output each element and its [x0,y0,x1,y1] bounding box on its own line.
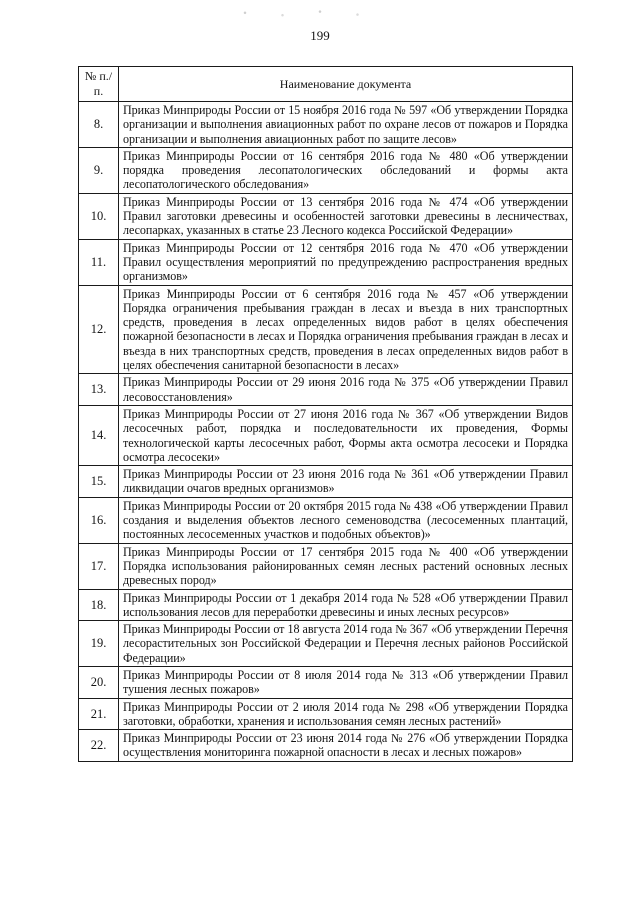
page-number: 199 [310,28,330,43]
row-number: 18. [79,589,119,621]
table-row [79,193,573,239]
document-name: Приказ Минприроды России от 29 июня 2016 года № 375 «Об утверждении Правил лесовосстановления» [119,374,573,406]
table-row [79,285,573,374]
row-number: 10. [79,193,119,239]
table-row [79,666,573,698]
documents-table [78,66,573,762]
row-number: 11. [79,239,119,285]
row-number: 20. [79,666,119,698]
document-name: Приказ Минприроды России от 27 июня 2016 года № 367 «Об утверждении Видов лесосечных работ, порядка и последовательности их проведения, Формы технологической карты лесосечных работ, Формы акта осмотра лесосеки и Порядка осмотра лесосеки» [119,405,573,465]
document-name: Приказ Минприроды России от 15 ноября 2016 года № 597 «Об утверждении Порядка организации и выполнения авиационных работ по охране лесов от пожаров и Порядка организации и выполнения авиационных работ по защите лесов» [119,102,573,148]
table-row [79,698,573,730]
document-name: Приказ Минприроды России от 12 сентября 2016 года № 470 «Об утверждении Правил осуществления мероприятий по предупреждению распространения вредных организмов» [119,239,573,285]
document-name: Приказ Минприроды России от 6 сентября 2016 года № 457 «Об утверждении Порядка ограничения пребывания граждан в лесах и въезда в них транспортных средств, проведения в лесах определенных видов работ в целях обеспечения пожарной безопасности в лесах и Порядка ограничения пребывания граждан в лесах и въезда в них транспортных средств, проведения в лесах определенных видов работ в целях обеспечения санитарной безопасности в лесах» [119,285,573,374]
table-row [79,374,573,406]
row-number: 8. [79,102,119,148]
table-row [79,102,573,148]
row-number: 15. [79,466,119,498]
row-number: 17. [79,543,119,589]
table-row [79,239,573,285]
column-header-number: № п./п. [79,67,119,102]
table-row [79,147,573,193]
document-name: Приказ Минприроды России от 1 декабря 2014 года № 528 «Об утверждении Правил использования лесов для переработки древесины и иных лесных ресурсов» [119,589,573,621]
table-header-row [79,67,573,102]
column-header-document-name: Наименование документа [119,67,573,102]
row-number: 21. [79,698,119,730]
document-name: Приказ Минприроды России от 16 сентября 2016 года № 480 «Об утверждении порядка проведения лесопатологических обследований и формы акта лесопатологического обследования» [119,147,573,193]
document-name: Приказ Минприроды России от 23 июня 2014 года № 276 «Об утверждении Порядка осуществления мониторинга пожарной опасности в лесах и лесных пожаров» [119,730,573,762]
table-row [79,730,573,762]
table-row [79,589,573,621]
row-number: 14. [79,405,119,465]
table-body [79,102,573,762]
row-number: 16. [79,497,119,543]
table-row [79,497,573,543]
row-number: 19. [79,621,119,667]
document-name: Приказ Минприроды России от 23 июня 2016 года № 361 «Об утверждении Правил ликвидации очагов вредных организмов» [119,466,573,498]
table-row [79,543,573,589]
document-name: Приказ Минприроды России от 13 сентября 2016 года № 474 «Об утверждении Правил заготовки древесины и особенностей заготовки древесины в лесничествах, лесопарках, указанных в статье 23 Лесного кодекса Российской Федерации» [119,193,573,239]
row-number: 22. [79,730,119,762]
table-row [79,621,573,667]
scan-artifact [230,8,380,20]
document-name: Приказ Минприроды России от 18 августа 2014 года № 367 «Об утверждении Перечня лесорастительных зон Российской Федерации и Перечня лесных районов Российской Федерации» [119,621,573,667]
table-row [79,405,573,465]
row-number: 12. [79,285,119,374]
document-name: Приказ Минприроды России от 2 июля 2014 года № 298 «Об утверждении Порядка заготовки, обработки, хранения и использования семян лесных растений» [119,698,573,730]
table-row [79,466,573,498]
document-name: Приказ Минприроды России от 20 октября 2015 года № 438 «Об утверждении Правил создания и выделения объектов лесного семеноводства (лесосеменных плантаций, постоянных лесосеменных участков и подобных объектов)» [119,497,573,543]
row-number: 9. [79,147,119,193]
document-name: Приказ Минприроды России от 8 июля 2014 года № 313 «Об утверждении Правил тушения лесных пожаров» [119,666,573,698]
document-name: Приказ Минприроды России от 17 сентября 2015 года № 400 «Об утверждении Порядка использования районированных семян лесных растений основных лесных древесных пород» [119,543,573,589]
row-number: 13. [79,374,119,406]
